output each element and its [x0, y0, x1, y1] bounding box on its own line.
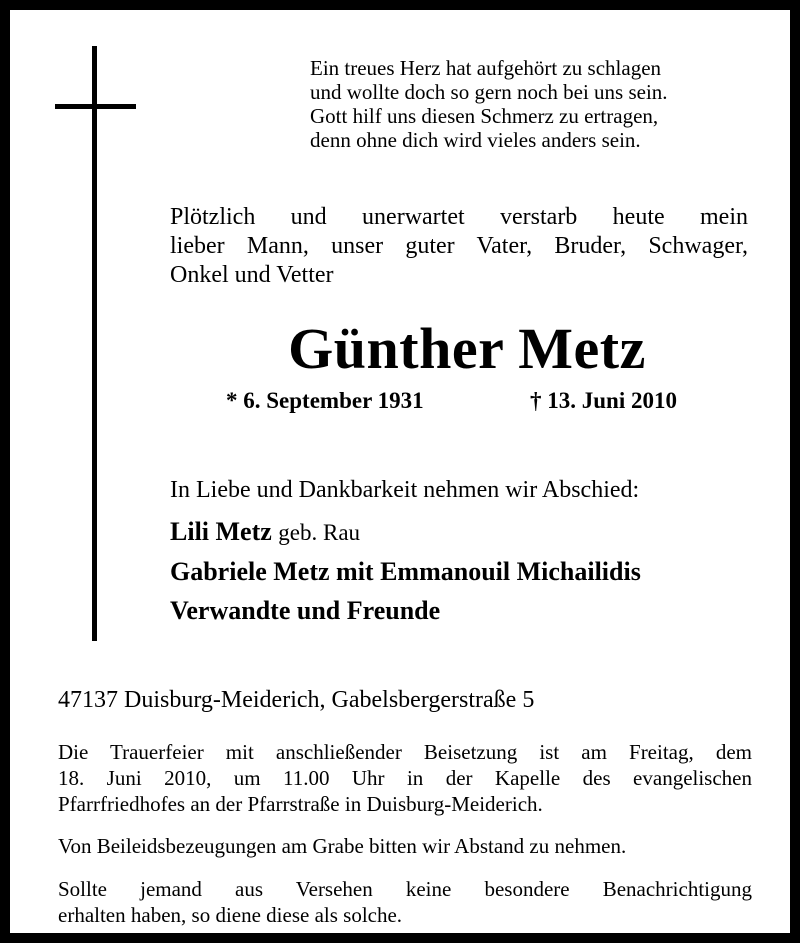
intro-text [170, 203, 748, 290]
poem-line: Ein treues Herz hat aufgehört zu schlagen [310, 56, 662, 80]
intro-line: Plötzlich und unerwartet verstarb heute mein [170, 204, 748, 230]
condolence-line: Von Beileidsbezeugungen am Grabe bitten wir Abstand zu nehmen. [58, 834, 627, 858]
memorial-poem [310, 56, 770, 152]
family-member-name: Lili Metz [170, 517, 272, 546]
notification-note [58, 876, 752, 928]
intro-line: Onkel und Vetter [170, 262, 334, 288]
deceased-name: Günther Metz [288, 316, 646, 381]
cross-icon [92, 46, 97, 641]
poem-line: und wollte doch so gern noch bei uns sein. [310, 80, 668, 104]
service-line: Die Trauerfeier mit anschließender Beisetzung ist am Freitag, dem [58, 740, 752, 764]
farewell-line: In Liebe und Dankbarkeit nehmen wir Abschied: [170, 477, 640, 503]
condolence-note [58, 833, 752, 859]
cross-icon-bar [55, 104, 136, 109]
death-date: † 13. Juni 2010 [530, 388, 677, 413]
service-line: 18. Juni 2010, um 11.00 Uhr in der Kapelle des evangelischen [58, 766, 752, 790]
service-line: Pfarrfriedhofes an der Pfarrstraße in Duisburg-Meiderich. [58, 792, 543, 816]
address: 47137 Duisburg-Meiderich, Gabelsbergerstraße 5 [58, 687, 535, 713]
notice-line: erhalten haben, so diene diese als solche. [58, 903, 403, 927]
maiden-name: geb. Rau [278, 520, 361, 545]
birth-date: * 6. September 1931 [226, 388, 424, 413]
intro-line: lieber Mann, unser guter Vater, Bruder, Schwager, [170, 233, 748, 259]
family-member-line [170, 515, 360, 550]
poem-line: Gott hilf uns diesen Schmerz zu ertragen, [310, 104, 659, 128]
family-member-line: Verwandte und Freunde [170, 596, 441, 625]
poem-line: denn ohne dich wird vieles anders sein. [310, 128, 641, 152]
notice-line: Sollte jemand aus Versehen keine besondere Benachrichtigung [58, 877, 752, 901]
family-member-line: Gabriele Metz mit Emmanouil Michailidis [170, 557, 641, 586]
service-info [58, 739, 752, 817]
